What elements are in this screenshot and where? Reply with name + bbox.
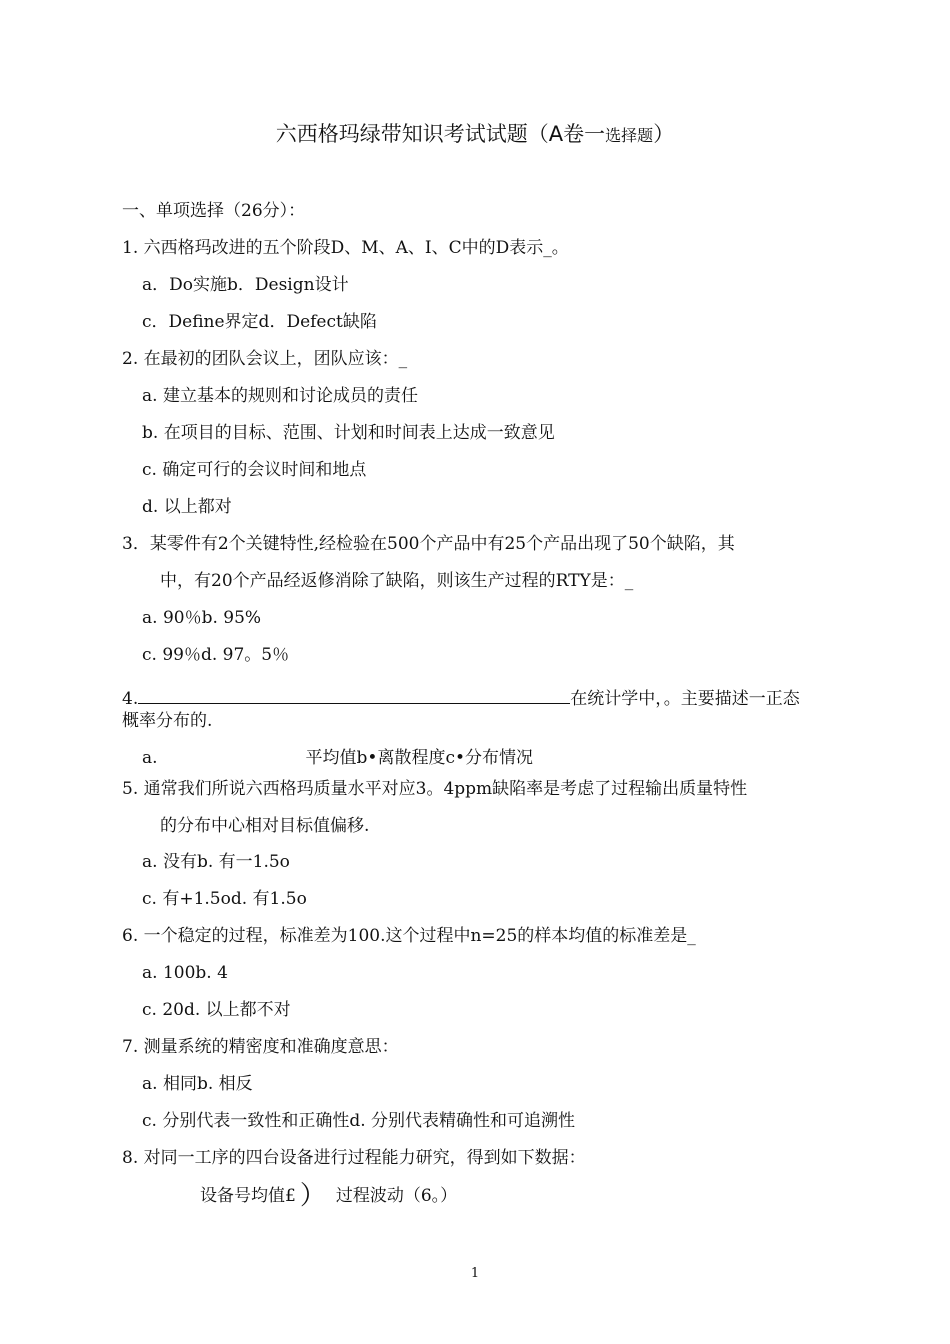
- q7-options-cd: c. 分别代表一致性和正确性d. 分别代表精确性和可追溯性: [142, 1111, 576, 1131]
- title-main: 六西格玛绿带知识考试试题（A卷一: [275, 122, 606, 146]
- q2-option-b: b. 在项目的目标、范围、计划和时间表上达成一致意见: [142, 423, 555, 443]
- page-number: 1: [470, 1266, 480, 1281]
- question-3-line1: 3．某零件有2个关键特性,经检验在500个产品中有25个产品出现了50个缺陷，其: [122, 534, 735, 554]
- q5-options-cd: c. 有+1.5od. 有1.5o: [142, 889, 307, 909]
- question-7: 7. 测量系统的精密度和准确度意思：: [122, 1037, 399, 1057]
- question-3-line2: 中，有20个产品经返修消除了缺陷，则该生产过程的RTY是：_: [160, 571, 634, 591]
- q3-options-cd: c. 99％d. 97。5％: [142, 645, 290, 665]
- q5-options-ab: a. 没有b. 有一1.5o: [142, 852, 290, 872]
- title-small: 选择题: [605, 126, 654, 145]
- question-5-line2: 的分布中心相对目标值偏移.: [160, 816, 370, 836]
- q1-options-cd: c．Define界定d．Defect缺陷: [142, 312, 377, 332]
- q4-number: 4.: [122, 689, 139, 709]
- q2-option-c: c. 确定可行的会议时间和地点: [142, 460, 367, 480]
- q1-options-ab: a．Do实施b．Design设计: [142, 275, 349, 295]
- q7-options-ab: a. 相同b. 相反: [142, 1074, 253, 1094]
- q2-option-d: d. 以上都对: [142, 497, 232, 517]
- q4-options: [142, 747, 533, 769]
- question-8: 8. 对同一工序的四台设备进行过程能力研究，得到如下数据：: [122, 1148, 586, 1168]
- q8-paren: ）: [299, 1181, 326, 1211]
- q8-header-col2: 过程波动（6。）: [335, 1186, 458, 1206]
- q4-option-a-label: a.: [142, 748, 158, 768]
- q8-header-col1: 设备号均值£: [200, 1186, 296, 1206]
- question-4-line2: 概率分布的.: [122, 711, 213, 731]
- q4-answer-blank: [138, 687, 570, 704]
- section-heading: 一、单项选择（26分）：: [122, 201, 306, 221]
- question-4-line1: [122, 687, 800, 710]
- q4-option-text: 平均值b•离散程度c•分布情况: [305, 748, 534, 768]
- question-5-line1: 5. 通常我们所说六西格玛质量水平对应3。4ppm缺陷率是考虑了过程输出质量特性: [122, 779, 748, 799]
- q6-options-ab: a. 100b. 4: [142, 963, 228, 983]
- q4-tail: 在统计学中，。主要描述一正态: [570, 689, 800, 709]
- question-2: 2. 在最初的团队会议上，团队应该：_: [122, 349, 408, 369]
- q8-table-header: [200, 1181, 458, 1211]
- question-1: 1. 六西格玛改进的五个阶段D、M、A、I、C中的D表示_。: [122, 238, 569, 258]
- q3-options-ab: a. 90％b. 95%: [142, 608, 262, 628]
- q2-option-a: a. 建立基本的规则和讨论成员的责任: [142, 386, 418, 406]
- q6-options-cd: c. 20d. 以上都不对: [142, 1000, 291, 1020]
- title-close: ）: [653, 122, 675, 146]
- document-title: [0, 118, 950, 148]
- question-6: 6. 一个稳定的过程，标准差为100.这个过程中n=25的样本均值的标准差是_: [122, 926, 696, 946]
